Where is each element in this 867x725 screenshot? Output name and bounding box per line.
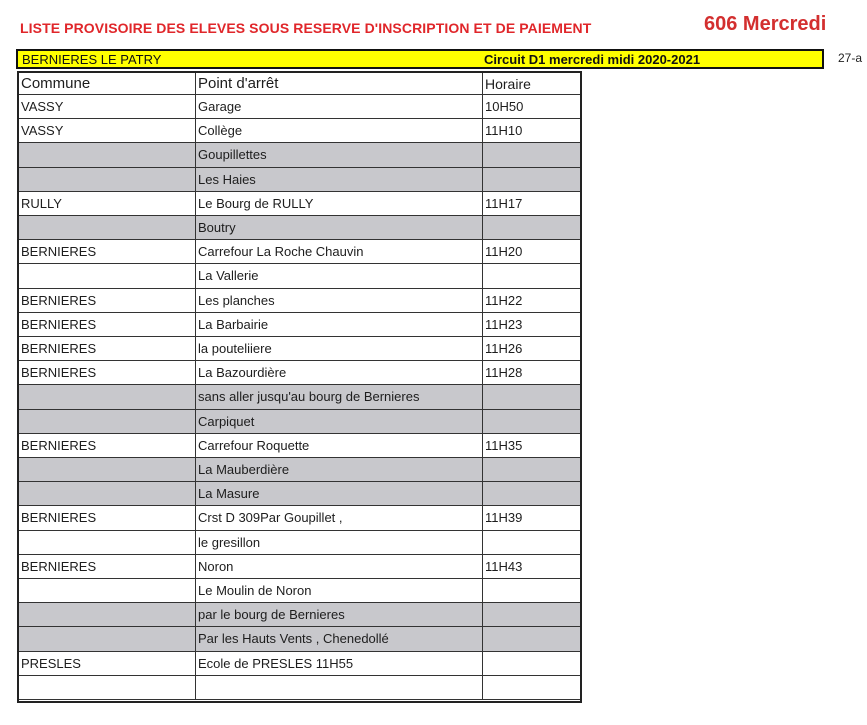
time-cell	[483, 458, 580, 482]
table-row	[19, 192, 580, 216]
table-row	[19, 95, 580, 119]
time-cell	[483, 410, 580, 434]
schedule-table	[17, 71, 582, 703]
table-row	[19, 216, 580, 240]
time-cell: 11H17	[483, 192, 580, 216]
circuit-label: Circuit D1 mercredi midi 2020-2021	[484, 52, 701, 67]
commune-cell: VASSY	[19, 119, 196, 143]
stop-cell: le gresillon	[196, 531, 483, 555]
stop-cell: Garage	[196, 95, 483, 119]
time-cell	[483, 627, 580, 651]
stop-cell: Ecole de PRESLES 11H55	[196, 652, 483, 676]
time-cell	[483, 264, 580, 288]
stop-cell: Par les Hauts Vents , Chenedollé	[196, 627, 483, 651]
stop-cell: par le bourg de Bernieres	[196, 603, 483, 627]
table-row	[19, 506, 580, 530]
stop-cell: Carpiquet	[196, 410, 483, 434]
stop-cell: Noron	[196, 555, 483, 579]
stop-cell: Le Bourg de RULLY	[196, 192, 483, 216]
stop-cell: Carrefour Roquette	[196, 434, 483, 458]
table-row	[19, 676, 580, 700]
commune-label: BERNIERES LE PATRY	[22, 52, 162, 67]
time-cell: 11H23	[483, 313, 580, 337]
table-row	[19, 337, 580, 361]
route-number: 606 Mercredi	[704, 13, 827, 35]
commune-cell: BERNIERES	[19, 337, 196, 361]
commune-cell	[19, 216, 196, 240]
commune-cell: BERNIERES	[19, 555, 196, 579]
table-row	[19, 579, 580, 603]
table-row	[19, 361, 580, 385]
table-row	[19, 627, 580, 651]
stop-cell: Boutry	[196, 216, 483, 240]
table-row	[19, 289, 580, 313]
time-cell	[483, 531, 580, 555]
stop-cell: Carrefour La Roche Chauvin	[196, 240, 483, 264]
side-date-fragment: 27-a	[838, 51, 863, 65]
time-cell: 11H26	[483, 337, 580, 361]
time-cell: 11H20	[483, 240, 580, 264]
time-cell: 11H28	[483, 361, 580, 385]
commune-cell	[19, 458, 196, 482]
table-row	[19, 240, 580, 264]
stop-cell: Le Moulin de Noron	[196, 579, 483, 603]
stop-cell: Goupillettes	[196, 143, 483, 167]
commune-cell	[19, 168, 196, 192]
time-cell	[483, 143, 580, 167]
table-row	[19, 482, 580, 506]
table-row	[19, 555, 580, 579]
time-cell	[483, 385, 580, 409]
stop-cell: La Mauberdière	[196, 458, 483, 482]
time-cell: 11H35	[483, 434, 580, 458]
time-cell	[483, 168, 580, 192]
table-row	[19, 264, 580, 288]
commune-cell	[19, 264, 196, 288]
commune-cell	[19, 410, 196, 434]
time-cell	[483, 579, 580, 603]
header-stop: Point d'arrêt	[196, 73, 483, 95]
time-cell	[483, 216, 580, 240]
stop-cell: Les planches	[196, 289, 483, 313]
table-row	[19, 652, 580, 676]
commune-cell	[19, 385, 196, 409]
stop-cell	[196, 676, 483, 700]
table-row	[19, 603, 580, 627]
time-cell	[483, 652, 580, 676]
commune-cell	[19, 603, 196, 627]
table-row	[19, 434, 580, 458]
table-row	[19, 168, 580, 192]
stop-cell: la pouteliiere	[196, 337, 483, 361]
header-commune: Commune	[19, 73, 196, 95]
table-row	[19, 143, 580, 167]
stop-cell: La Vallerie	[196, 264, 483, 288]
commune-cell: RULLY	[19, 192, 196, 216]
time-cell	[483, 482, 580, 506]
route-banner	[16, 49, 824, 69]
stop-cell: La Bazourdière	[196, 361, 483, 385]
header-time: Horaire	[483, 73, 580, 95]
stop-cell: sans aller jusqu'au bourg de Bernieres	[196, 385, 483, 409]
stop-cell: Collège	[196, 119, 483, 143]
table-row	[19, 385, 580, 409]
stop-cell: La Barbairie	[196, 313, 483, 337]
time-cell: 11H22	[483, 289, 580, 313]
commune-cell: VASSY	[19, 95, 196, 119]
time-cell	[483, 676, 580, 700]
stop-cell: Crst D 309Par Goupillet ,	[196, 506, 483, 530]
page-title: LISTE PROVISOIRE DES ELEVES SOUS RESERVE D'INSCRIPTION ET DE PAIEMENT	[20, 20, 592, 36]
commune-cell: BERNIERES	[19, 361, 196, 385]
table-header-row	[19, 73, 580, 95]
table-row	[19, 119, 580, 143]
time-cell: 11H10	[483, 119, 580, 143]
commune-cell: BERNIERES	[19, 289, 196, 313]
time-cell: 10H50	[483, 95, 580, 119]
commune-cell: BERNIERES	[19, 506, 196, 530]
table-row	[19, 410, 580, 434]
stop-cell: La Masure	[196, 482, 483, 506]
commune-cell: BERNIERES	[19, 434, 196, 458]
time-cell: 11H39	[483, 506, 580, 530]
commune-cell	[19, 482, 196, 506]
commune-cell: BERNIERES	[19, 313, 196, 337]
commune-cell	[19, 627, 196, 651]
stop-cell: Les Haies	[196, 168, 483, 192]
commune-cell: PRESLES	[19, 652, 196, 676]
commune-cell	[19, 676, 196, 700]
time-cell	[483, 603, 580, 627]
commune-cell: BERNIERES	[19, 240, 196, 264]
commune-cell	[19, 579, 196, 603]
commune-cell	[19, 531, 196, 555]
commune-cell	[19, 143, 196, 167]
table-row	[19, 313, 580, 337]
time-cell: 11H43	[483, 555, 580, 579]
table-row	[19, 458, 580, 482]
table-row	[19, 531, 580, 555]
